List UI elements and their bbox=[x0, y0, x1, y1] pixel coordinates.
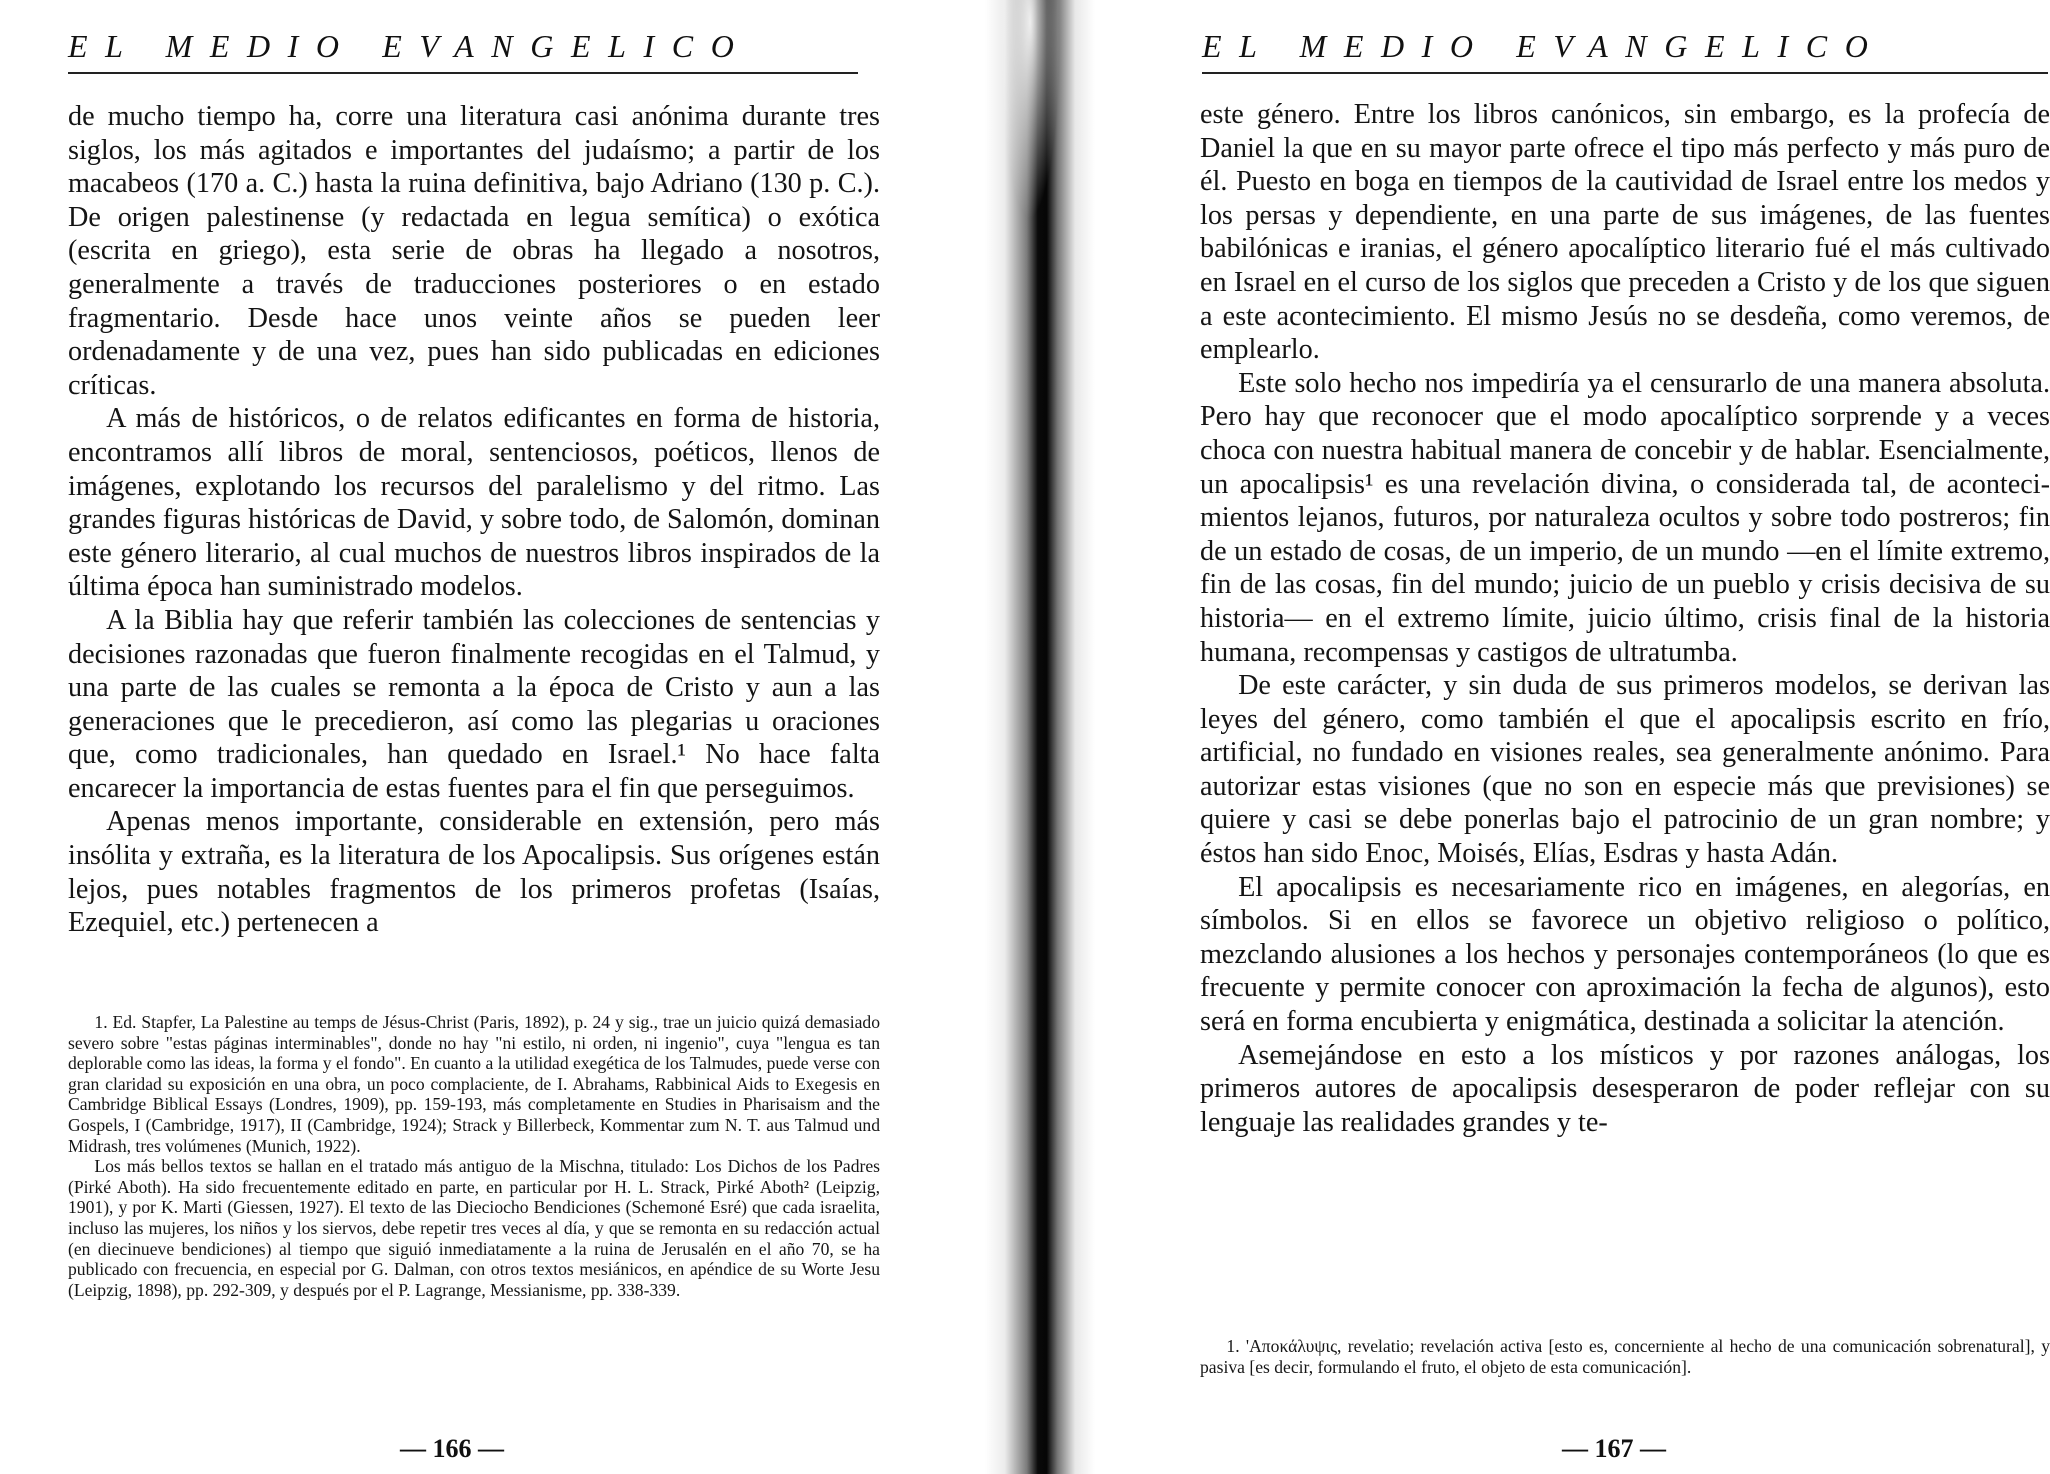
header-rule bbox=[1202, 72, 2048, 74]
footnotes bbox=[68, 1012, 880, 1300]
running-head: EL MEDIO EVANGELICO bbox=[68, 28, 752, 64]
header-rule bbox=[68, 72, 858, 74]
footnote: 1. Ed. Stapfer, La Palestine au temps de Jésus-Christ (Paris, 1892), p. 24 y sig., trae un juicio quizá demasiado severo sobre "estas páginas interminables", donde no hay "ni estilo, ni orden, ni ingenio", cuya "lengua es tan deplorable como las ideas, la forma y el fondo". En cuanto a la utilidad exegética de los Talmudes, puede verse con gran claridad su exposición en una obra, un poco complaciente, de I. Abrahams, Rabbinical Aids to Exegesis en Cambridge Biblical Essays (Londres, 1909), pp. 159-193, más completamente en Studies in Pharisaism and the Gospels, I (Cambridge, 1917), II (Cambridge, 1924); Strack y Billerbeck, Kommentar zum N. T. aus Talmud und Midrash, tres volúmenes (Munich, 1922). bbox=[68, 1012, 880, 1156]
page-number: — 166 — bbox=[400, 1434, 504, 1463]
paragraph: A más de históricos, o de relatos edificantes en forma de historia, encontramos allí libros de moral, sentenciosos, poéticos, llenos de imágenes, explotando los recursos del paralelismo y del ritmo. Las grandes figuras históricas de David, y sobre todo, de Salomón, dominan este género literario, al cual muchos de nuestros libros inspirados de la última época han suministrado modelos. bbox=[68, 403, 880, 603]
body-text bbox=[1200, 98, 2050, 1139]
right-page bbox=[1040, 0, 2048, 1474]
paragraph: Apenas menos importante, considerable en extensión, pero más insólita y extraña, es la literatura de los Apocalipsis. Sus orígenes están lejos, pues notables fragmentos de los primeros profetas (Isaías, Ezequiel, etc.) pertenecen a bbox=[68, 806, 880, 939]
page-number: — 167 — bbox=[1562, 1434, 1666, 1463]
footnote: 1. 'Αποκάλυψις, revelatio; revelación activa [esto es, concerniente al hecho de una comunicación sobrenatural], y pasiva [es decir, formulando el fruto, el objeto de esta comunicación]. bbox=[1200, 1336, 2050, 1377]
paragraph: El apocalipsis es necesariamente rico en imágenes, en alegorías, en símbolos. Si en ellos se favorece un objetivo religioso o político, mezclando alusiones a los hechos y personajes contemporáneos (lo que es frecuente y permite conocer con aproximación la fecha de algunos), esto será en forma encubierta y enigmática, destinada a solicitar la atención. bbox=[1200, 871, 2050, 1038]
body-text bbox=[68, 100, 880, 940]
left-page bbox=[0, 0, 1000, 1474]
paragraph: A la Biblia hay que referir también las colecciones de sentencias y decisiones razonadas que fueron finalmente recogidas en el Talmud, y una parte de las cuales se remonta a la época de Cristo y aun a las generaciones que le precedieron, así como las plegarias u oraciones que, como tradicionales, han quedado en Israel.¹ No hace falta encarecer la importancia de estas fuentes para el fin que perseguimos. bbox=[68, 604, 880, 804]
running-head: EL MEDIO EVANGELICO bbox=[1202, 28, 1886, 64]
footnote: Los más bellos textos se hallan en el tratado más antiguo de la Mischna, titulado: Los Dichos de los Padres (Pirké Aboth). Ha sido frecuentemente editado en parte, en particular por H. L. Strack, Pirké Aboth² (Leipzig, 1901), y por K. Marti (Giessen, 1927). El texto de las Dieciocho Bendiciones (Schemoné Esré) que cada israelita, incluso las mujeres, los niños y los siervos, debe repetir tres veces al día, y que se remonta en su redacción actual (en diecinueve bendiciones) al tiempo que siguió inmediatamente a la ruina de Jerusalén en el año 70, se ha publicado con frecuencia, en especial por G. Dalman, con otros textos mesiánicos, en apéndice de su Worte Jesu (Leipzig, 1898), pp. 292-309, y después por el P. Lagrange, Messianisme, pp. 338-339. bbox=[68, 1156, 880, 1300]
paragraph: de mucho tiempo ha, corre una literatura casi anónima durante tres siglos, los más agitados e importantes del judaísmo; a partir de los macabeos (170 a. C.) hasta la ruina definitiva, bajo Adriano (130 p. C.). De origen palestinense (y redactada en legua semítica) o exótica (escrita en griego), esta serie de obras ha llegado a nosotros, generalmente a través de traducciones posteriores o en estado fragmentario. Desde hace unos veinte años se pueden leer ordenadamente y de una vez, pues han sido publicadas en ediciones críticas. bbox=[68, 101, 880, 401]
paragraph: Este solo hecho nos impediría ya el censurarlo de una manera absoluta. Pero hay que reconocer que el modo apocalíptico sorprende y a veces choca con nuestra habitual manera de concebir y de hablar. Esencialmente, un apocalipsis¹ es una revelación divina, o considerada tal, de acontecimientos lejanos, futuros, por naturaleza ocultos y sobre todo postreros; fin de un estado de cosas, de un imperio, de un mundo —en el límite extremo, fin de las cosas, fin del mundo; juicio de un pueblo y crisis decisiva de su historia— en el extremo límite, juicio último, crisis final de la historia humana, recompensas y castigos de ultratumba. bbox=[1200, 367, 2050, 668]
paragraph: este género. Entre los libros canónicos, sin embargo, es la profecía de Daniel la que en su mayor parte ofrece el tipo más perfecto y más puro de él. Puesto en boga en tiempos de la cautividad de Israel entre los medos y los persas y dependiente, en una parte de sus imágenes, de las fuentes babilónicas e iranias, el género apocalíptico literario fué el más cultivado en Israel en el curso de los siglos que preceden a Cristo y de los que siguen a este acontecimiento. El mismo Jesús no se desdeña, como veremos, de emplearlo. bbox=[1200, 99, 2050, 366]
footnotes bbox=[1200, 1336, 2050, 1377]
paragraph: Asemejándose en esto a los místicos y por razones análogas, los primeros autores de apocalipsis desesperaron de poder reflejar con su lenguaje las realidades grandes y te- bbox=[1200, 1039, 2050, 1138]
paragraph: De este carácter, y sin duda de sus primeros modelos, se derivan las leyes del género, como también el que el apocalipsis escrito en frío, artificial, no fundado en visiones reales, sea generalmente anónimo. Para autorizar estas visiones (que no son en especie más que previsiones) se quiere y casi se debe ponerlas bajo el patrocinio de un gran nombre; y éstos han sido Enoc, Moisés, Elías, Esdras y hasta Adán. bbox=[1200, 670, 2050, 870]
